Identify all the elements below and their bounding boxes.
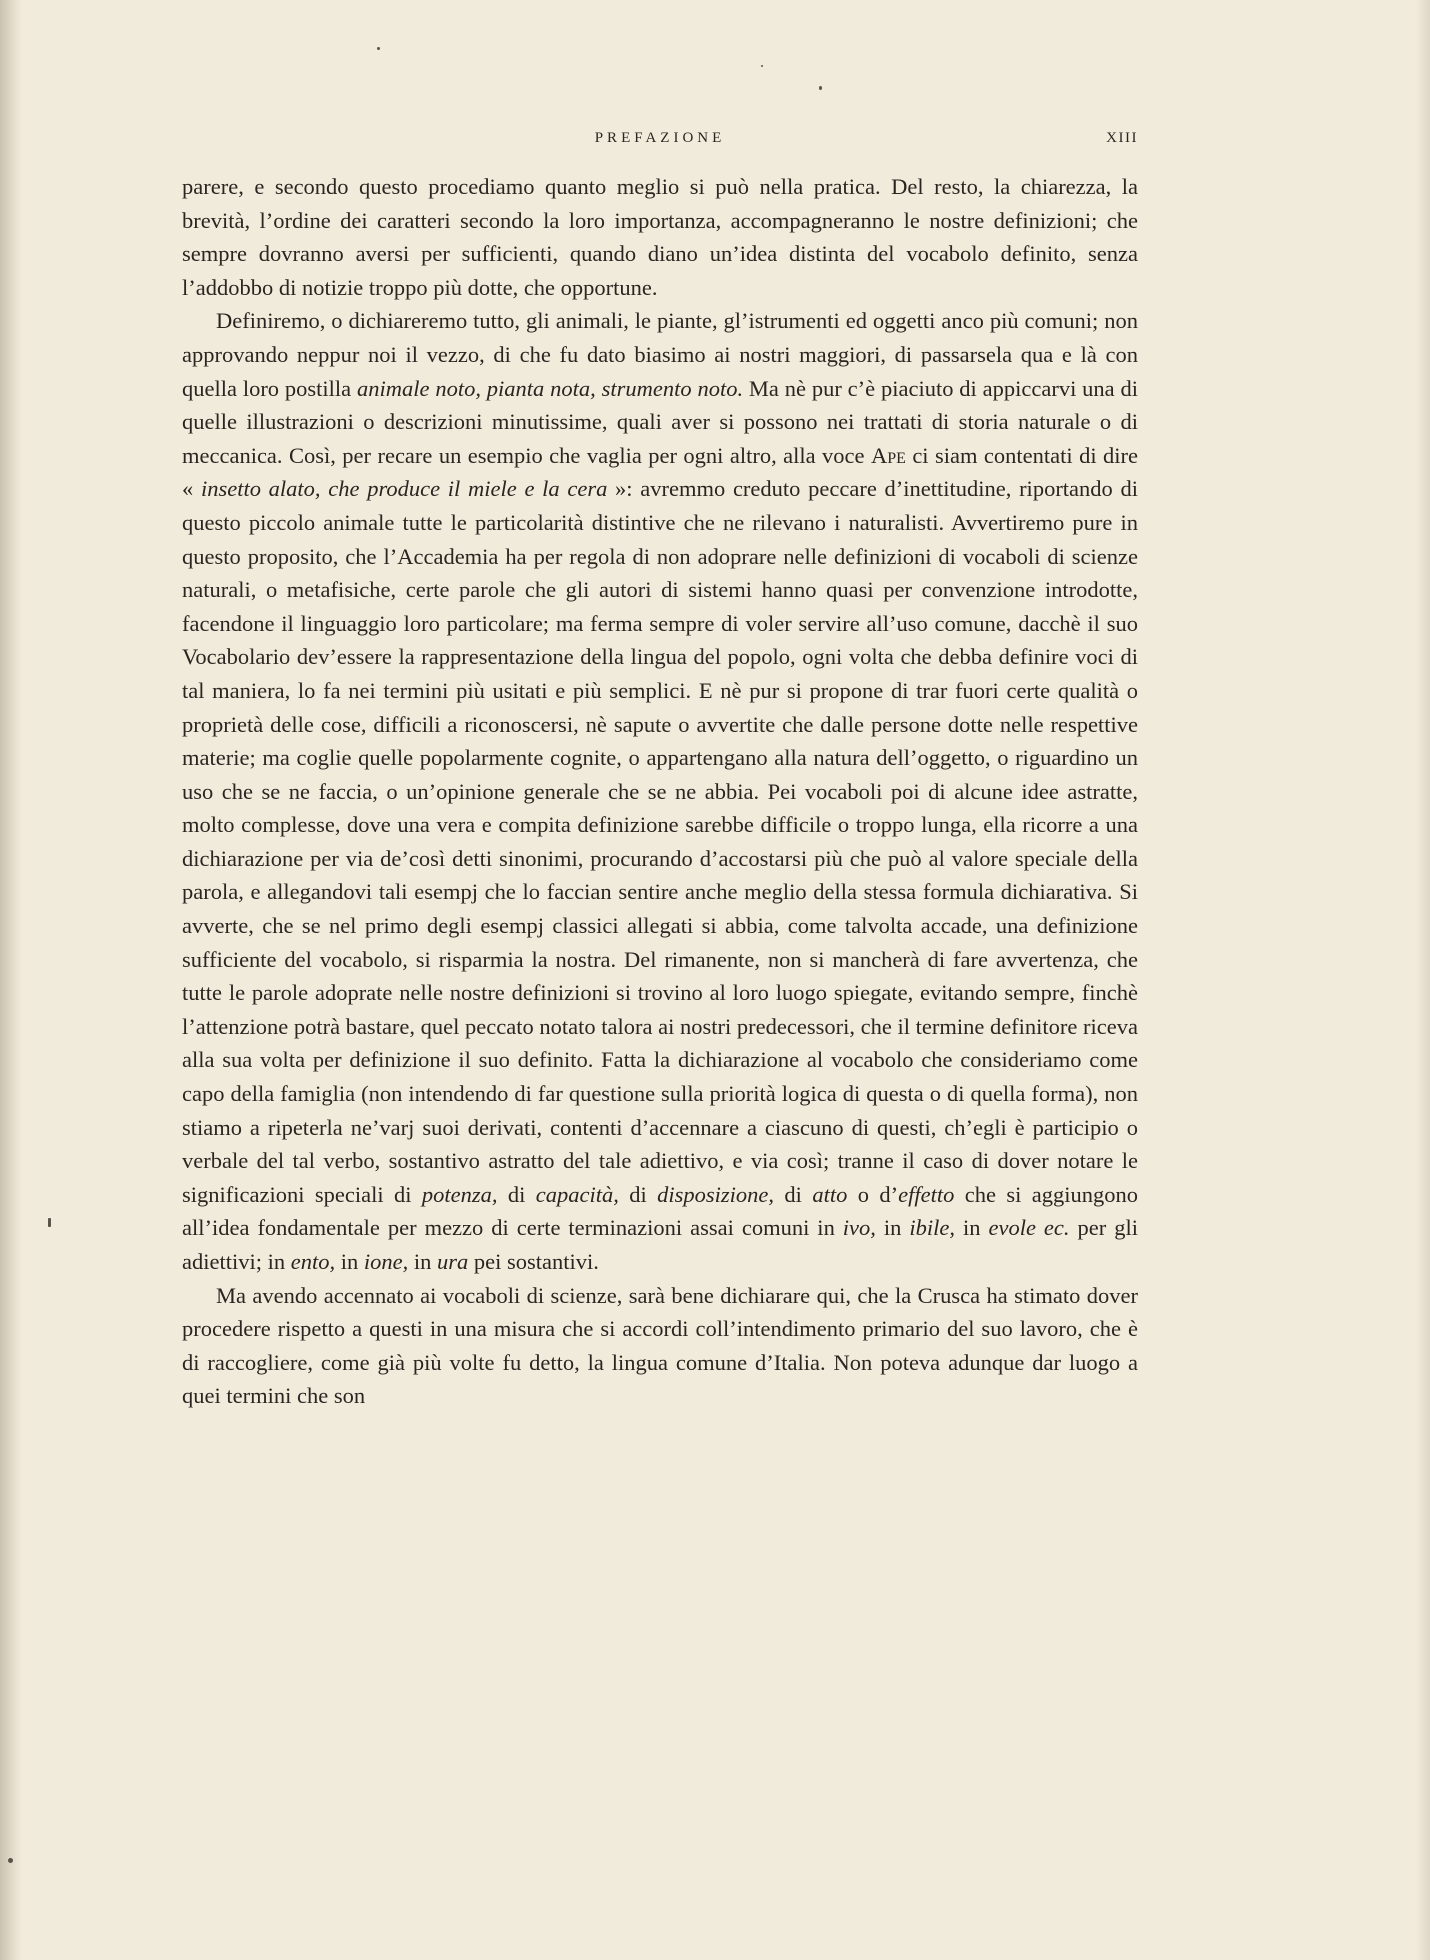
page-number: XIII xyxy=(1106,130,1138,146)
italic-term: potenza, xyxy=(421,1181,498,1207)
paper-speck xyxy=(819,86,822,90)
italic-term: atto xyxy=(812,1181,848,1207)
paper-speck xyxy=(377,47,380,50)
italic-term: ibile, xyxy=(909,1215,956,1241)
italic-term: insetto alato, che produce il miele e la cera xyxy=(200,476,608,502)
italic-term: evole ec. xyxy=(988,1215,1070,1241)
italic-term: effetto xyxy=(898,1181,955,1207)
paper-speck xyxy=(8,1858,13,1863)
running-title: PREFAZIONE xyxy=(594,130,726,146)
italic-term: disposizione, xyxy=(657,1181,775,1207)
paragraph: Definiremo, o dichiareremo tutto, gli animali, le piante, gl’istrumenti ed oggetti anco più comuni; non approvando neppur noi il vezzo, di che fu dato biasimo ai nostri maggiori, di passarsela qua e là con quella loro postilla animale noto, pianta nota, strumento noto. Ma nè pur c’è piaciuto di appiccarvi una di quelle illustrazioni o descrizioni minutissime, quali aver si possono nei trattati di storia naturale o di meccanica. Così, per recare un esempio che vaglia per ogni altro, alla voce Ape ci siam contentati di dire « insetto alato, che produce il miele e la cera »: avremmo creduto peccare d’inettitudine, riportando di questo piccolo animale tutte le particolarità distintive che ne rilevano i naturalisti. Avvertiremo pure in questo proposito, che l’Accademia ha per regola di non adoprare nelle definizioni di vocaboli di scienze naturali, o metafisiche, certe parole che gli autori di sistemi hanno quasi per convenzione introdotte, facendone il linguaggio loro particolare; ma ferma sempre di voler servire all’uso comune, dacchè il suo Vocabolario dev’essere la rappresentazione della lingua del popolo, ogni volta che debba definire voci di tal maniera, lo fa nei termini più usitati e più semplici. E nè pur si propone di trar fuori certe qualità o proprietà delle cose, difficili a riconoscersi, nè sapute o avvertite che dalle persone dotte nelle respettive materie; ma coglie quelle popolarmente cognite, o appartengano alla natura dell’oggetto, o riguardino un uso che se ne faccia, o un’opinione generale che se ne abbia. Pei vocaboli poi di alcune idee astratte, molto complesse, dove una vera e compita definizione sarebbe difficile o troppo lunga, ella ricorre a una dichiarazione per via de’così detti sinonimi, procurando d’accostarsi più che può al valore speciale della parola, e allegandovi tali esempj che lo faccian sentire anche meglio della stessa formula dichiarativa. Si avverte, che se nel primo degli esempj classici allegati si abbia, come talvolta accade, una definizione sufficiente del vocabolo, si risparmia la nostra. Del rimanente, non si mancherà di fare avvertenza, che tutte le parole adoprate nelle nostre definizioni si trovino al loro luogo spiegate, evitando sempre, finchè l’attenzione potrà bastare, quel peccato notato talora ai nostri predecessori, che il termine definitore riceva alla sua volta per definizione il suo definito. Fatta la dichiarazione al vocabolo che consideriamo come capo della famiglia (non intendendo di far questione sulla priorità logica di questa o di quella forma), non stiamo a ripeterla ne’varj suoi derivati, contenti d’accennare a ciascuno di questi, ch’egli è participio o verbale del tal verbo, sostantivo astratto del tale adiettivo, e via così; tranne il caso di dover notare le significazioni speciali di potenza, di capacità, di disposizione, di atto o d’effetto che si aggiungono all’idea fondamentale per mezzo di certe terminazioni assai comuni in ivo, in ibile, in evole ec. per gli adiettivi; in ento, in ione, in ura pei sostantivi. xyxy=(182,308,1139,1274)
paper-speck xyxy=(48,1218,51,1227)
paragraph: Ma avendo accennato ai vocaboli di scienze, sarà bene dichiarare qui, che la Crusca ha stimato dover procedere rispetto a questi in una misura che si accordi coll’intendimento primario del suo lavoro, che è di raccogliere, come già più volte fu detto, la lingua comune d’Italia. Non poteva adunque dar luogo a quei termini che son xyxy=(182,1282,1138,1409)
italic-term: ura xyxy=(437,1249,469,1274)
italic-term: ione, xyxy=(363,1249,409,1274)
body-text xyxy=(182,170,1138,1413)
paragraph: parere, e secondo questo procediamo quanto meglio si può nella pratica. Del resto, la chiarezza, la brevità, l’ordine dei caratteri secondo la loro importanza, accompagneranno le nostre definizioni; che sempre dovranno aversi per sufficienti, quando diano un’idea distinta del vocabolo definito, senza l’addobbo di notizie troppo più dotte, che opportune. xyxy=(182,174,1138,300)
italic-term: ivo, xyxy=(842,1215,876,1241)
page-edge-shadow xyxy=(0,0,22,1960)
page-header xyxy=(182,130,1138,154)
page-edge-shadow xyxy=(1416,0,1430,1960)
paper-speck xyxy=(761,65,763,67)
italic-term: animale noto, pianta nota, strumento noto. xyxy=(357,375,744,401)
italic-term: ento, xyxy=(290,1249,336,1274)
italic-term: capacità, xyxy=(535,1181,619,1207)
headword-small-caps: Ape xyxy=(870,442,906,468)
